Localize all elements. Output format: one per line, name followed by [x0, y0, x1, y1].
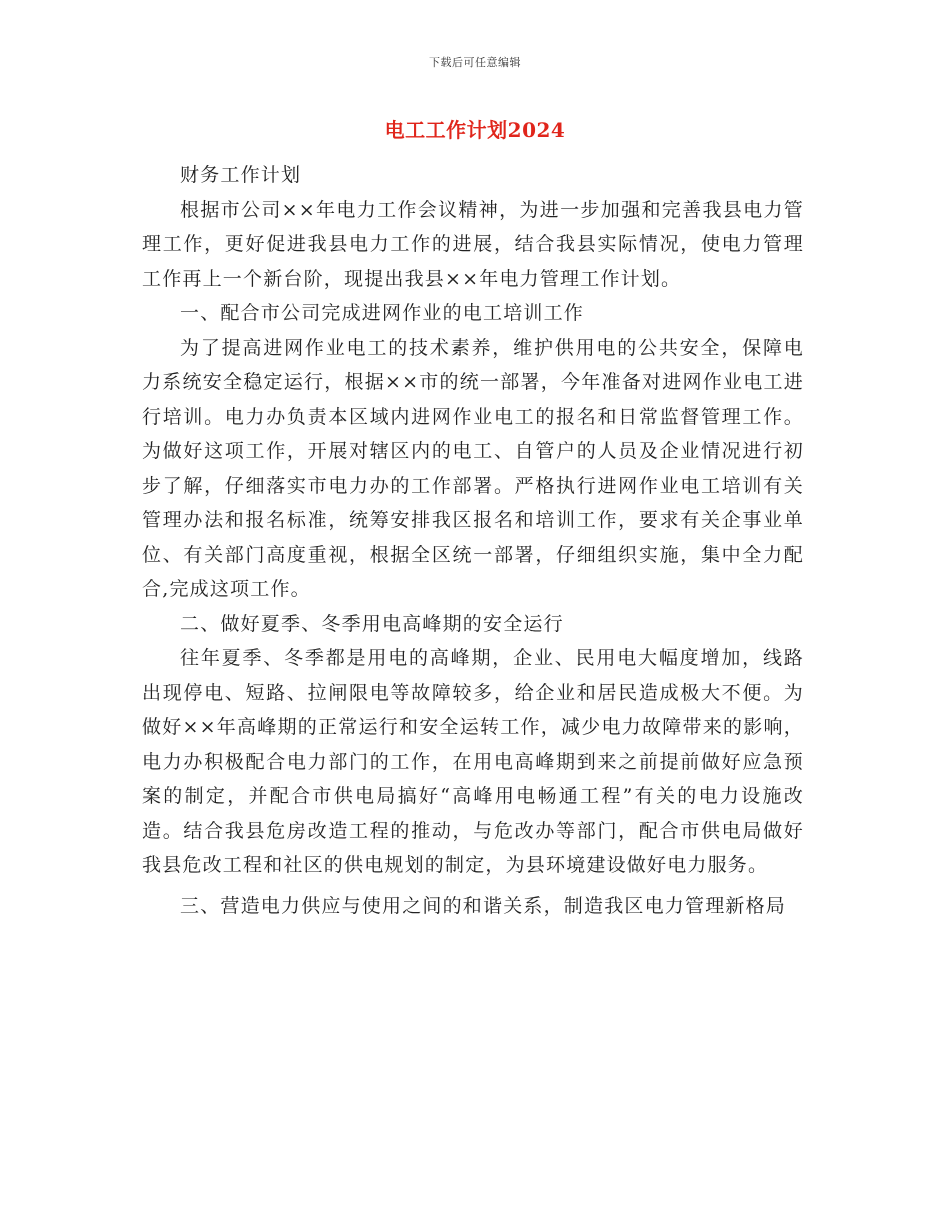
- document-title: 电工工作计划2024: [384, 118, 566, 142]
- section-heading-3: 三、营造电力供应与使用之间的和谐关系，制造我区电力管理新格局: [180, 894, 787, 917]
- paragraph-section-2: 往年夏季、冬季都是用电的高峰期，企业、民用电大幅度增加，线路出现停电、短路、拉闸限电等故障较多，给企业和居民造成极大不便。为做好××年高峰期的正常运行和安全运转工作，减少电力故障带来的影响，电力办积极配合电力部门的工作，在用电高峰期到来之前提前做好应急预案的制定，并配合市供电局搞好“高峰用电畅通工程”有关的电力设施改造。结合我县危房改造工程的推动，与危改办等部门，配合市供电局做好我县危改工程和社区的供电规划的制定，为县环境建设做好电力服务。: [142, 647, 804, 876]
- header-note: 下载后可任意编辑: [429, 56, 521, 69]
- document-body: [142, 158, 804, 923]
- section-heading-1: 一、配合市公司完成进网作业的电工培训工作: [180, 302, 585, 324]
- paragraph-section-1: 为了提高进网作业电工的技术素养，维护供用电的公共安全，保障电力系统安全稳定运行，根据××市的统一部署，今年准备对进网作业电工进行培训。电力办负责本区域内进网作业电工的报名和日常监督管理工作。为做好这项工作，开展对辖区内的电工、自管户的人员及企业情况进行初步了解，仔细落实市电力办的工作部署。严格执行进网作业电工培训有关管理办法和报名标准，统筹安排我区报名和培训工作，要求有关企事业单位、有关部门高度重视，根据全区统一部署，仔细组织实施，集中全力配合,完成这项工作。: [142, 336, 804, 600]
- section-heading-2: 二、做好夏季、冬季用电高峰期的安全运行: [180, 612, 564, 635]
- paragraph-intro: 根据市公司××年电力工作会议精神，为进一步加强和完善我县电力管理工作，更好促进我县电力工作的进展，结合我县实际情况，使电力管理工作再上一个新台阶，现提出我县××年电力管理工作计划。: [142, 198, 804, 290]
- paragraph-subtitle: 财务工作计划: [180, 164, 302, 186]
